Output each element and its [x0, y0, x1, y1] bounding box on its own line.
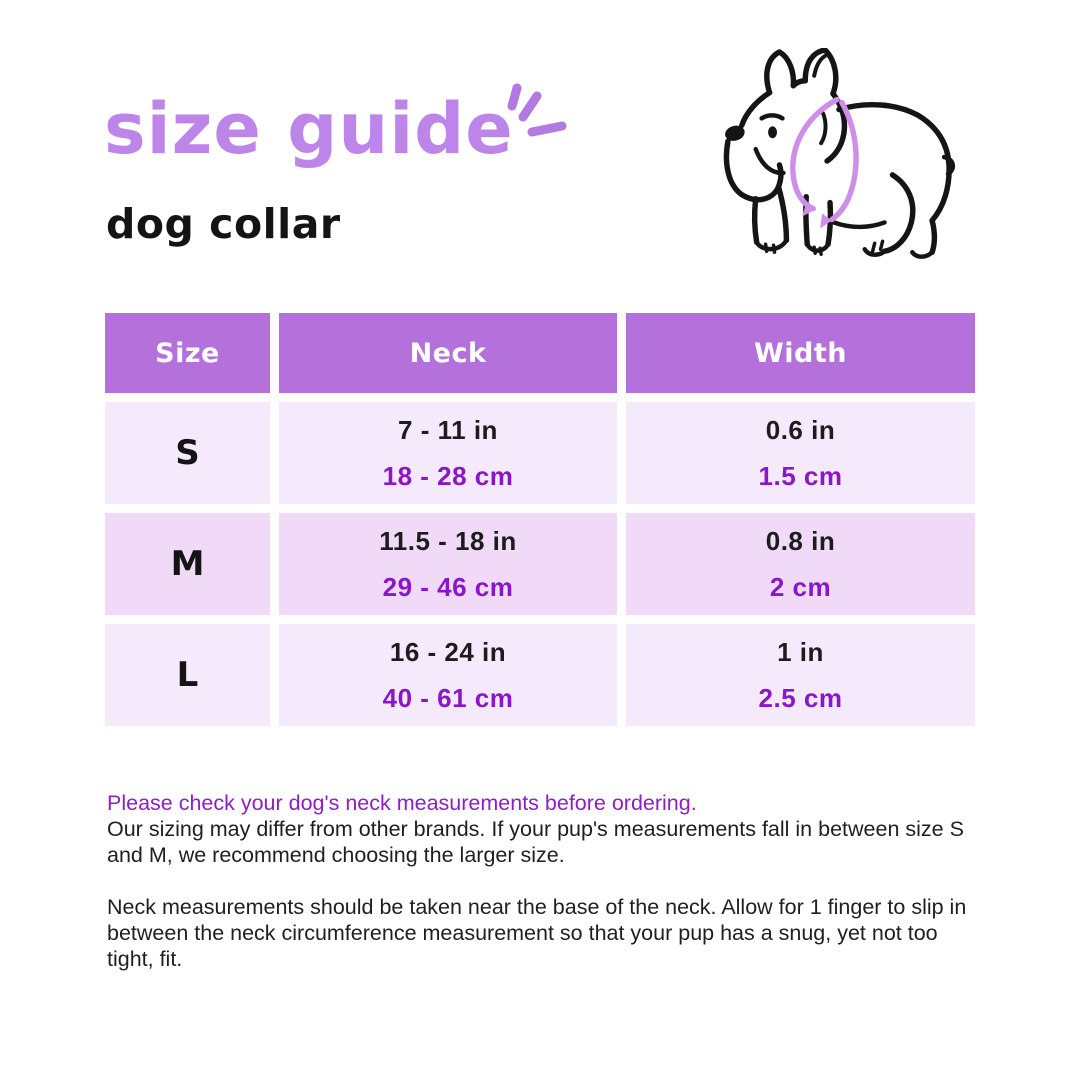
- notes-body-2: Neck measurements should be taken near the base of the neck. Allow for 1 finger to slip in between the neck circumference measurement so that your pup has a snug, yet not too tight, fit.: [107, 895, 967, 971]
- width-cm-s: 1.5 cm: [758, 460, 843, 491]
- dog-eye: [768, 126, 777, 138]
- notes-highlight: Please check your dog's neck measurements before ordering.: [107, 791, 697, 815]
- sizing-notes: [107, 790, 987, 972]
- size-table: [105, 313, 975, 726]
- column-header-neck: Neck: [279, 313, 617, 393]
- sparkle-icon: [492, 80, 570, 152]
- neck-cm-s: 18 - 28 cm: [382, 460, 514, 491]
- column-header-width: Width: [626, 313, 975, 393]
- width-inches-s: 0.6 in: [765, 414, 836, 445]
- neck-inches-s: 7 - 11 in: [398, 414, 498, 445]
- width-cell-m: [626, 513, 975, 615]
- neck-inches-m: 11.5 - 18 in: [379, 525, 517, 556]
- column-header-size: Size: [105, 313, 270, 393]
- width-cm-m: 2 cm: [769, 571, 832, 602]
- size-cell-l: L: [105, 624, 270, 726]
- neck-cell-s: [279, 402, 617, 504]
- neck-cell-l: [279, 624, 617, 726]
- notes-body-1: Our sizing may differ from other brands. If your pup's measurements fall in between size S and M, we recommend choosing the larger size.: [107, 817, 964, 867]
- neck-cell-m: [279, 513, 617, 615]
- sizing-notes-paragraph-2: [107, 894, 987, 972]
- sizing-notes-paragraph-1: [107, 790, 987, 868]
- neck-cm-l: 40 - 61 cm: [382, 682, 514, 713]
- width-cell-l: [626, 624, 975, 726]
- page-subtitle: dog collar: [106, 200, 341, 248]
- size-cell-m: M: [105, 513, 270, 615]
- size-cell-s: S: [105, 402, 270, 504]
- width-cell-s: [626, 402, 975, 504]
- width-inches-l: 1 in: [777, 636, 824, 667]
- width-cm-l: 2.5 cm: [758, 682, 843, 713]
- neck-inches-l: 16 - 24 in: [389, 636, 507, 667]
- french-bulldog-illustration: [700, 48, 968, 276]
- page-title: size guide: [104, 88, 514, 170]
- width-inches-m: 0.8 in: [765, 525, 836, 556]
- neck-cm-m: 29 - 46 cm: [382, 571, 514, 602]
